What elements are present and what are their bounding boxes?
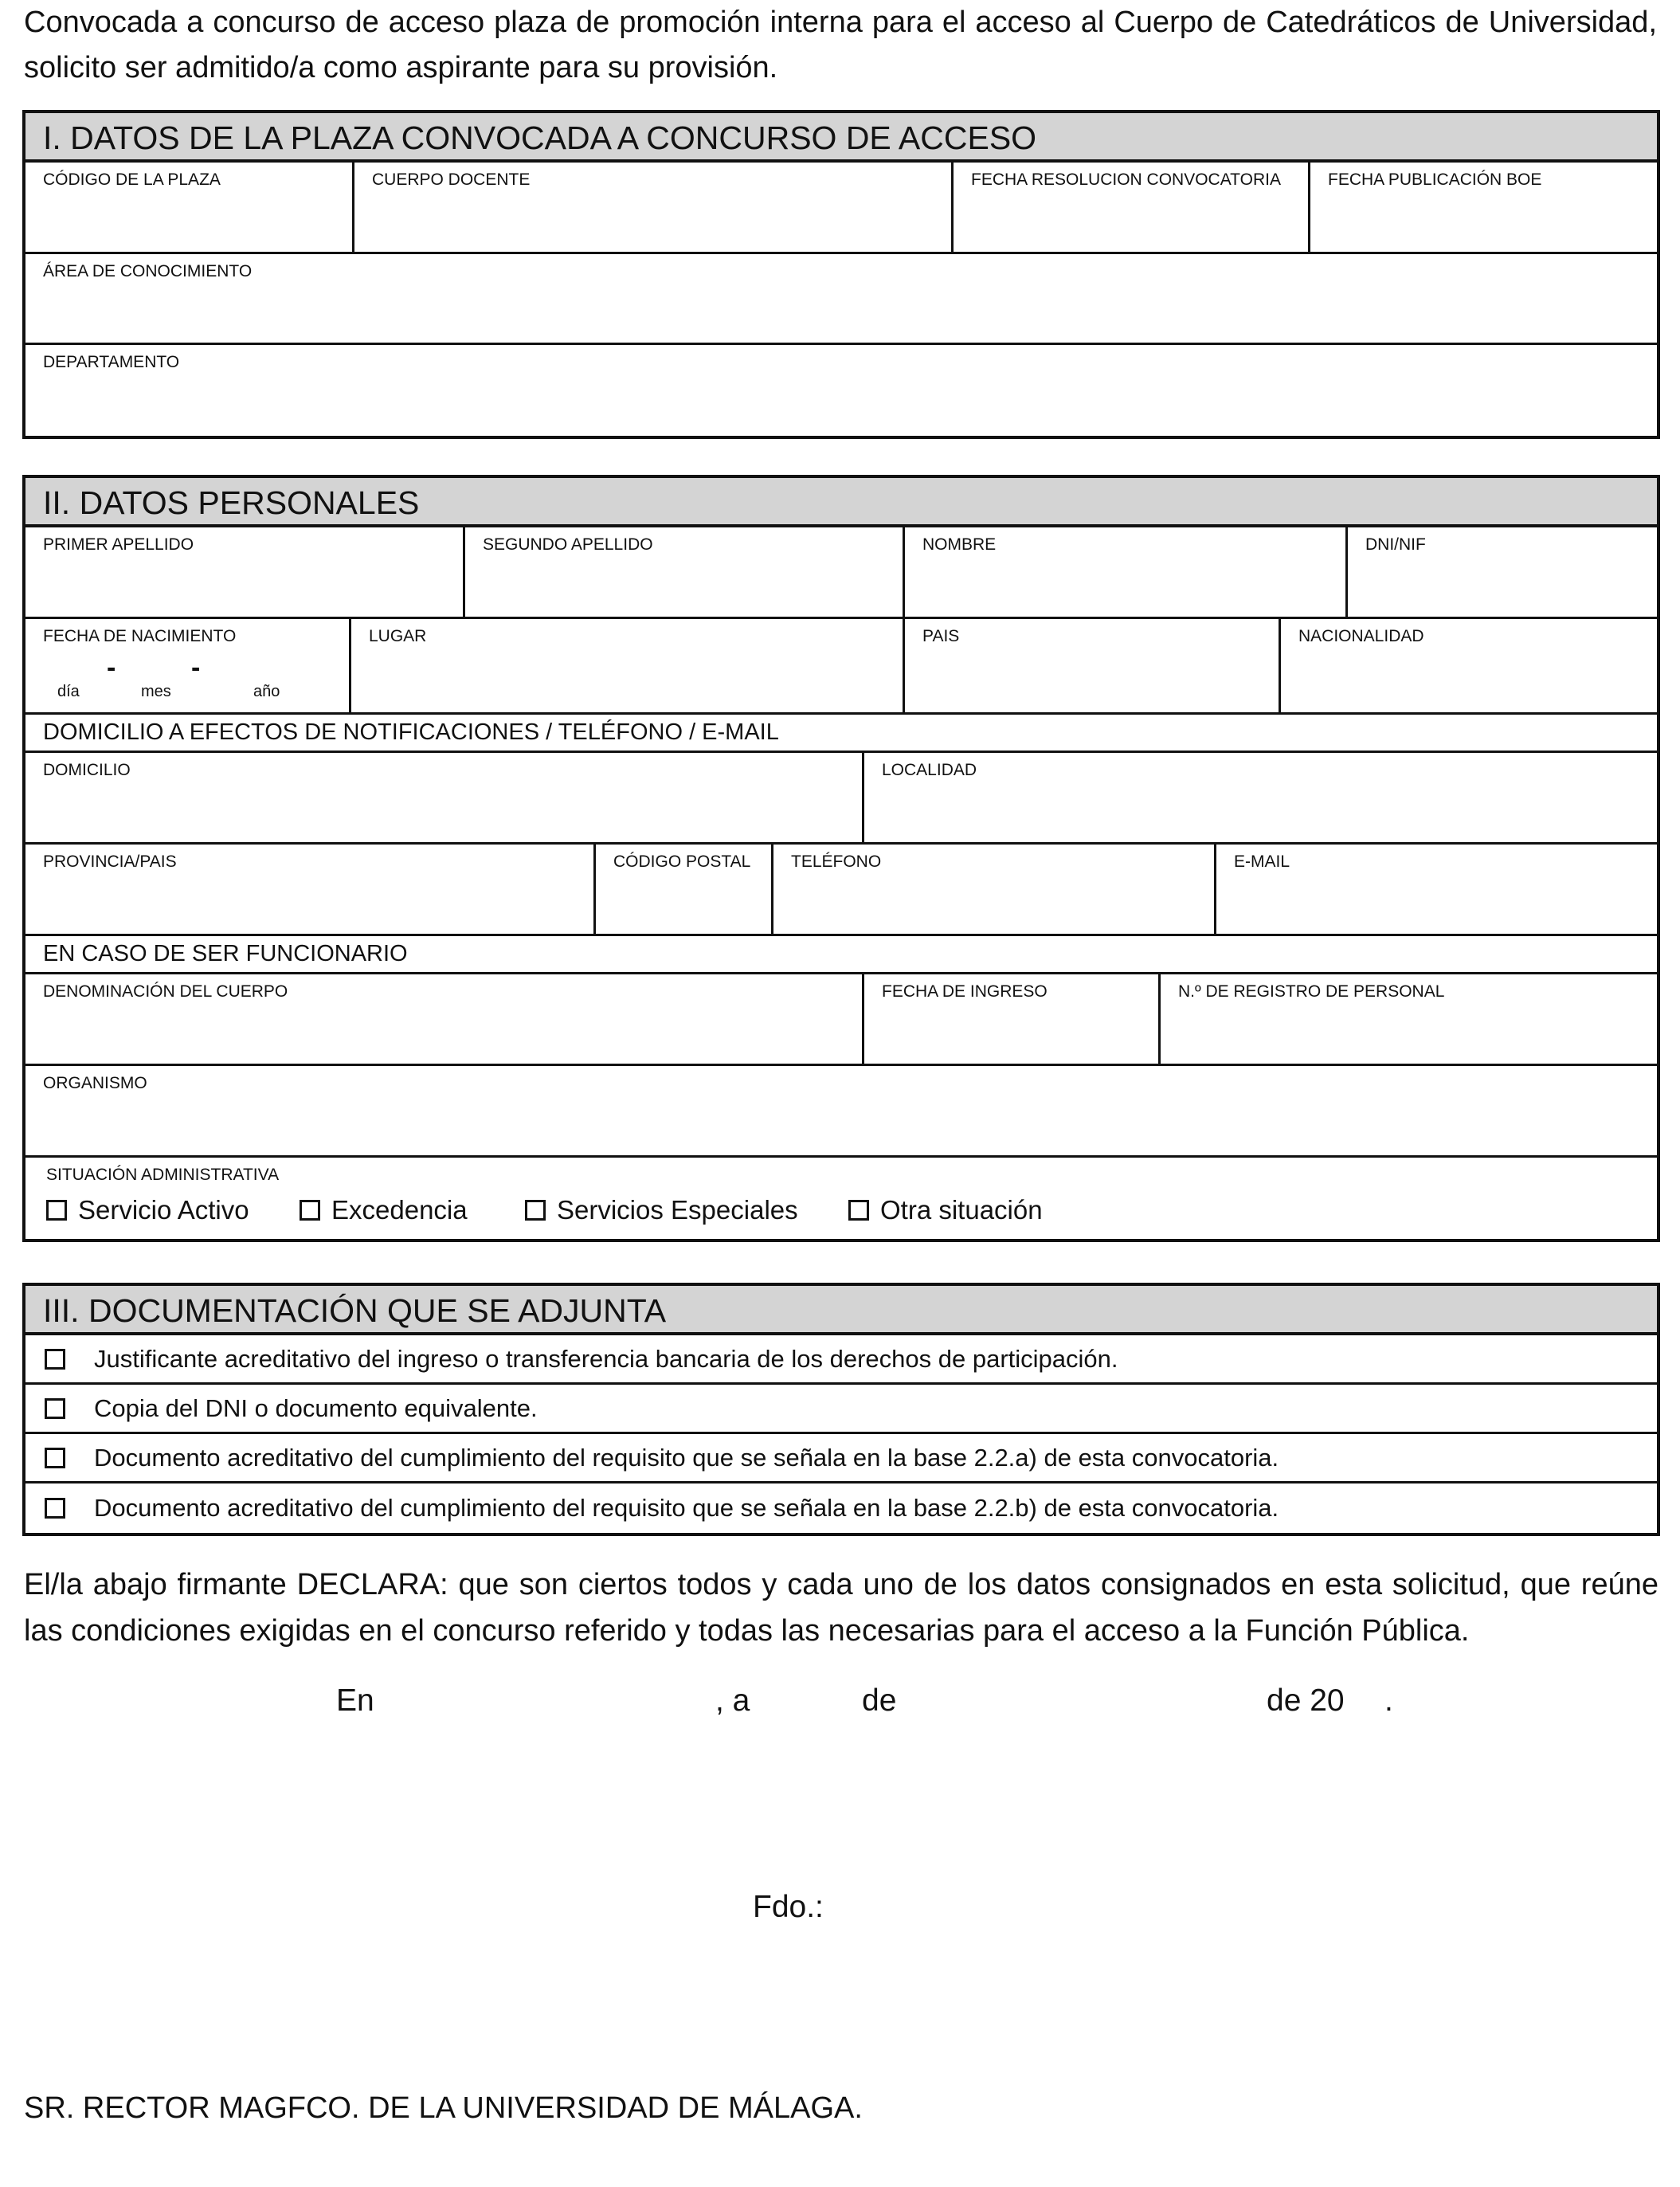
codigo-postal-field[interactable] xyxy=(596,845,773,934)
organismo-label: ORGANISMO xyxy=(43,1074,147,1092)
doc-item-justificante[interactable] xyxy=(25,1335,1657,1385)
addressee: SR. RECTOR MAGFCO. DE LA UNIVERSIDAD DE MÁLAGA. xyxy=(24,2091,863,2125)
codigo-postal-label: CÓDIGO POSTAL xyxy=(613,852,751,871)
fecha-nacimiento-field[interactable] xyxy=(25,619,351,712)
primer-apellido-label: PRIMER APELLIDO xyxy=(43,535,194,554)
option-label: Otra situación xyxy=(880,1195,1043,1225)
checkbox[interactable] xyxy=(45,1398,65,1419)
localidad-field[interactable] xyxy=(864,753,1657,842)
place-dot: . xyxy=(1384,1683,1393,1718)
funcionario-heading: EN CASO DE SER FUNCIONARIO xyxy=(25,936,1657,974)
fecha-resolucion-label: FECHA RESOLUCION CONVOCATORIA xyxy=(971,170,1281,189)
nombre-field[interactable] xyxy=(905,527,1348,617)
nombre-label: NOMBRE xyxy=(922,535,997,554)
lugar-label: LUGAR xyxy=(369,627,427,645)
dni-label: DNI/NIF xyxy=(1365,535,1426,554)
fecha-ingreso-label: FECHA DE INGRESO xyxy=(882,982,1048,1001)
fecha-nacimiento-label: FECHA DE NACIMIENTO xyxy=(43,627,237,645)
anio-caption: año xyxy=(253,683,280,700)
signature-label: Fdo.: xyxy=(753,1890,824,1924)
domicilio-heading: DOMICILIO A EFECTOS DE NOTIFICACIONES / TELÉFONO / E-MAIL xyxy=(25,715,1657,753)
doc-item-label: Documento acreditativo del cumplimiento del requisito que se señala en la base 2.2.a) de esta convocatoria. xyxy=(94,1443,1279,1472)
nacionalidad-field[interactable] xyxy=(1281,619,1657,712)
area-conocimiento-field[interactable] xyxy=(25,254,1657,343)
place-a: , a xyxy=(715,1683,750,1718)
doc-item-dni[interactable] xyxy=(25,1385,1657,1434)
lugar-field[interactable] xyxy=(351,619,905,712)
mes-caption: mes xyxy=(141,683,171,700)
situacion-servicio-activo[interactable] xyxy=(46,1195,300,1225)
registro-personal-field[interactable] xyxy=(1161,974,1657,1064)
denominacion-label: DENOMINACIÓN DEL CUERPO xyxy=(43,982,288,1001)
doc-item-label: Documento acreditativo del cumplimiento del requisito que se señala en la base 2.2.b) de esta convocatoria. xyxy=(94,1494,1279,1522)
segundo-apellido-label: SEGUNDO APELLIDO xyxy=(483,535,653,554)
section-documentacion xyxy=(22,1283,1660,1536)
dia-caption: día xyxy=(57,683,80,700)
telefono-field[interactable] xyxy=(773,845,1216,934)
domicilio-label: DOMICILIO xyxy=(43,761,131,779)
nacionalidad-label: NACIONALIDAD xyxy=(1298,627,1424,645)
section-plaza xyxy=(22,110,1660,439)
section-plaza-title: I. DATOS DE LA PLAZA CONVOCADA A CONCURSO DE ACCESO xyxy=(25,113,1657,163)
fecha-resolucion-field[interactable] xyxy=(954,163,1310,252)
date-separator: - xyxy=(107,653,116,683)
provincia-field[interactable] xyxy=(25,845,596,934)
cuerpo-docente-label: CUERPO DOCENTE xyxy=(372,170,531,189)
area-conocimiento-label: ÁREA DE CONOCIMIENTO xyxy=(43,262,253,280)
checkbox[interactable] xyxy=(300,1200,320,1221)
situacion-otra[interactable] xyxy=(848,1195,1043,1225)
option-label: Excedencia xyxy=(331,1195,468,1225)
situacion-field xyxy=(25,1158,1657,1239)
date-separator: - xyxy=(191,653,201,683)
segundo-apellido-field[interactable] xyxy=(465,527,905,617)
checkbox[interactable] xyxy=(45,1349,65,1370)
pais-field[interactable] xyxy=(905,619,1281,712)
declaration-text: El/la abajo firmante DECLARA: que son ciertos todos y cada uno de los datos consignados en esta solicitud, que reúne las condiciones exigidas en el concurso referido y todas las necesarias para el acceso a la Función Pública. xyxy=(24,1568,1658,1648)
departamento-label: DEPARTAMENTO xyxy=(43,353,180,371)
fecha-boe-label: FECHA PUBLICACIÓN BOE xyxy=(1328,170,1542,189)
doc-item-label: Copia del DNI o documento equivalente. xyxy=(94,1393,538,1422)
departamento-field[interactable] xyxy=(25,345,1657,436)
situacion-excedencia[interactable] xyxy=(300,1195,525,1225)
situacion-servicios-especiales[interactable] xyxy=(525,1195,848,1225)
telefono-label: TELÉFONO xyxy=(791,852,882,871)
fecha-boe-field[interactable] xyxy=(1310,163,1657,252)
place-de: de xyxy=(862,1683,897,1718)
checkbox[interactable] xyxy=(45,1498,65,1519)
provincia-label: PROVINCIA/PAIS xyxy=(43,852,177,871)
doc-item-requisito-b[interactable] xyxy=(25,1483,1657,1533)
dni-field[interactable] xyxy=(1348,527,1657,617)
cuerpo-docente-field[interactable] xyxy=(354,163,954,252)
pais-label: PAIS xyxy=(922,627,960,645)
place-en: En xyxy=(336,1683,374,1718)
localidad-label: LOCALIDAD xyxy=(882,761,977,779)
checkbox[interactable] xyxy=(45,1448,65,1468)
situacion-label: SITUACIÓN ADMINISTRATIVA xyxy=(46,1166,280,1184)
checkbox[interactable] xyxy=(525,1200,546,1221)
section-personal-title: II. DATOS PERSONALES xyxy=(25,478,1657,527)
doc-item-requisito-a[interactable] xyxy=(25,1434,1657,1483)
registro-personal-label: N.º DE REGISTRO DE PERSONAL xyxy=(1178,982,1445,1001)
email-label: E-MAIL xyxy=(1234,852,1290,871)
codigo-plaza-label: CÓDIGO DE LA PLAZA xyxy=(43,170,221,189)
section-personal xyxy=(22,475,1660,1242)
place-de-20: de 20 xyxy=(1267,1683,1345,1718)
doc-item-label: Justificante acreditativo del ingreso o transferencia bancaria de los derechos de participación. xyxy=(94,1344,1118,1373)
email-field[interactable] xyxy=(1216,845,1657,934)
codigo-plaza-field[interactable] xyxy=(25,163,354,252)
fecha-ingreso-field[interactable] xyxy=(864,974,1161,1064)
denominacion-field[interactable] xyxy=(25,974,864,1064)
checkbox[interactable] xyxy=(848,1200,869,1221)
section-documentacion-title: III. DOCUMENTACIÓN QUE SE ADJUNTA xyxy=(25,1286,1657,1335)
option-label: Servicios Especiales xyxy=(557,1195,798,1225)
intro-text: Convocada a concurso de acceso plaza de promoción interna para el acceso al Cuerpo de Catedráticos de Universidad, solicito ser admitido/a como aspirante para su provisión. xyxy=(24,6,1657,84)
option-label: Servicio Activo xyxy=(78,1195,249,1225)
organismo-field[interactable] xyxy=(25,1066,1657,1155)
primer-apellido-field[interactable] xyxy=(25,527,465,617)
domicilio-field[interactable] xyxy=(25,753,864,842)
checkbox[interactable] xyxy=(46,1200,67,1221)
